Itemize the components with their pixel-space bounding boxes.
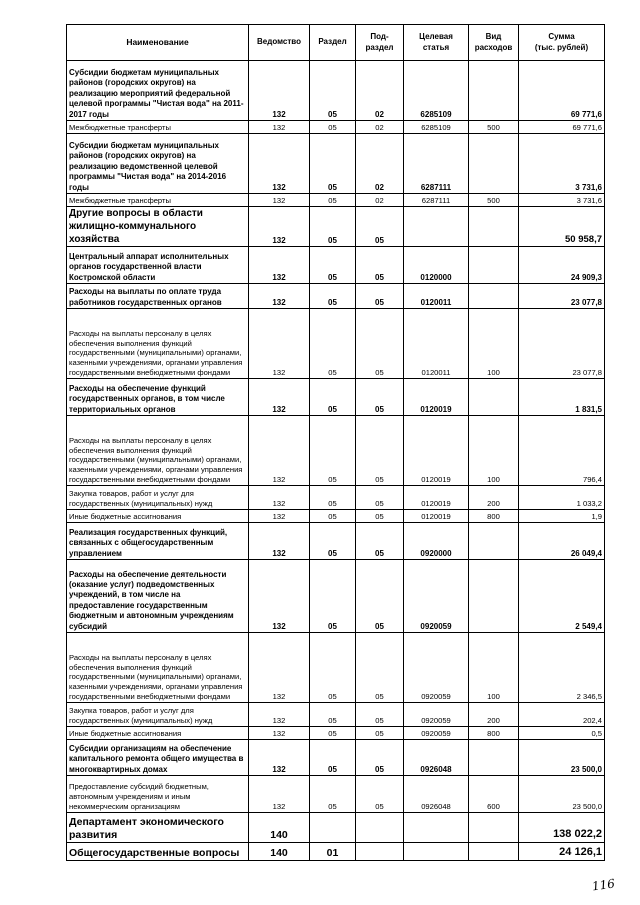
- row-ved: 132: [249, 416, 310, 486]
- row-tsel: 0920059: [404, 727, 469, 740]
- row-vid: [469, 813, 519, 843]
- row-ved: 132: [249, 379, 310, 416]
- header-podrazdel: Под- раздел: [356, 25, 404, 61]
- row-podr: [356, 843, 404, 861]
- row-ved: 140: [249, 813, 310, 843]
- table-row: [67, 309, 605, 379]
- row-tsel: 6285109: [404, 121, 469, 134]
- row-vid: 500: [469, 194, 519, 207]
- row-ved: 132: [249, 727, 310, 740]
- row-razdel: 05: [310, 560, 356, 633]
- row-name: Расходы на выплаты персоналу в целях обеспечения выполнения функций государственными (муниципальными) органами, казенными учреждениями, органами управления государственными внебюджетными фондами: [67, 633, 249, 703]
- row-razdel: 05: [310, 134, 356, 194]
- row-podr: 05: [356, 510, 404, 523]
- row-podr: 05: [356, 727, 404, 740]
- row-name: Субсидии бюджетам муниципальных районов (городских округов) на реализацию мероприятий федеральной целевой программы "Чистая вода" на 2011-2017 годы: [67, 61, 249, 121]
- row-name: Другие вопросы в области жилищно-коммунального хозяйства: [67, 207, 249, 247]
- row-tsel: 0926048: [404, 740, 469, 776]
- row-podr: [356, 813, 404, 843]
- row-name: Субсидии бюджетам муниципальных районов (городских округов) на реализацию ведомственной целевой программы "Чистая вода" на 2014-2016 годы: [67, 134, 249, 194]
- row-ved: 132: [249, 247, 310, 284]
- row-razdel: 05: [310, 727, 356, 740]
- header-vedomstvo: Ведомство: [249, 25, 310, 61]
- page-number: 116: [591, 876, 616, 894]
- row-sum: 24 126,1: [519, 843, 605, 861]
- row-razdel: 05: [310, 740, 356, 776]
- row-sum: 1,9: [519, 510, 605, 523]
- row-tsel: [404, 207, 469, 247]
- row-vid: 500: [469, 121, 519, 134]
- row-podr: 05: [356, 207, 404, 247]
- table-header-row: [67, 25, 605, 61]
- row-name: Реализация государственных функций, связанных с общегосударственным управлением: [67, 523, 249, 560]
- row-podr: 05: [356, 740, 404, 776]
- table-row: [67, 703, 605, 727]
- row-ved: 132: [249, 633, 310, 703]
- row-podr: 05: [356, 284, 404, 309]
- row-sum: 69 771,6: [519, 121, 605, 134]
- row-name: Межбюджетные трансферты: [67, 194, 249, 207]
- row-vid: 100: [469, 416, 519, 486]
- row-podr: 05: [356, 703, 404, 727]
- row-tsel: 0120011: [404, 309, 469, 379]
- row-sum: 50 958,7: [519, 207, 605, 247]
- row-tsel: 0120019: [404, 486, 469, 510]
- row-vid: [469, 523, 519, 560]
- table-row: [67, 843, 605, 861]
- row-sum: 3 731,6: [519, 134, 605, 194]
- row-sum: 23 077,8: [519, 309, 605, 379]
- row-sum: 2 346,5: [519, 633, 605, 703]
- table-row: [67, 727, 605, 740]
- row-name: Закупка товаров, работ и услуг для государственных (муниципальных) нужд: [67, 486, 249, 510]
- row-name: Субсидии организациям на обеспечение капитального ремонта общего имущества в многоквартирных домах: [67, 740, 249, 776]
- row-razdel: 05: [310, 703, 356, 727]
- header-vid: Вид расходов: [469, 25, 519, 61]
- row-tsel: 0120011: [404, 284, 469, 309]
- table-row: [67, 61, 605, 121]
- row-ved: 132: [249, 134, 310, 194]
- row-tsel: 0120019: [404, 510, 469, 523]
- row-tsel: 6287111: [404, 194, 469, 207]
- row-name: Расходы на выплаты по оплате труда работников государственных органов: [67, 284, 249, 309]
- row-razdel: 01: [310, 843, 356, 861]
- row-name: Департамент экономического развития: [67, 813, 249, 843]
- row-podr: 05: [356, 416, 404, 486]
- row-podr: 05: [356, 379, 404, 416]
- row-podr: 05: [356, 560, 404, 633]
- row-ved: 132: [249, 776, 310, 813]
- row-vid: [469, 379, 519, 416]
- row-vid: [469, 247, 519, 284]
- row-razdel: 05: [310, 776, 356, 813]
- row-podr: 05: [356, 309, 404, 379]
- row-razdel: 05: [310, 486, 356, 510]
- row-vid: [469, 61, 519, 121]
- row-name: Межбюджетные трансферты: [67, 121, 249, 134]
- row-vid: 800: [469, 727, 519, 740]
- row-name: Расходы на выплаты персоналу в целях обеспечения выполнения функций государственными (муниципальными) органами, казенными учреждениями, органами управления государственными внебюджетными фондами: [67, 416, 249, 486]
- row-razdel: 05: [310, 309, 356, 379]
- row-podr: 02: [356, 134, 404, 194]
- table-row: [67, 207, 605, 247]
- row-tsel: 6287111: [404, 134, 469, 194]
- table-row: [67, 416, 605, 486]
- table-row: [67, 379, 605, 416]
- row-ved: 132: [249, 740, 310, 776]
- row-name: Иные бюджетные ассигнования: [67, 510, 249, 523]
- row-sum: 2 549,4: [519, 560, 605, 633]
- row-name: Центральный аппарат исполнительных органов государственной власти Костромской области: [67, 247, 249, 284]
- row-vid: 100: [469, 633, 519, 703]
- row-sum: 23 077,8: [519, 284, 605, 309]
- table-row: [67, 121, 605, 134]
- table-row: [67, 523, 605, 560]
- row-vid: [469, 207, 519, 247]
- row-podr: 05: [356, 776, 404, 813]
- row-vid: 800: [469, 510, 519, 523]
- row-ved: 132: [249, 207, 310, 247]
- row-tsel: 0120019: [404, 416, 469, 486]
- table-row: [67, 560, 605, 633]
- header-razdel: Раздел: [310, 25, 356, 61]
- row-sum: 23 500,0: [519, 776, 605, 813]
- row-vid: [469, 740, 519, 776]
- row-ved: 132: [249, 523, 310, 560]
- header-summa: Сумма (тыс. рублей): [519, 25, 605, 61]
- row-ved: 132: [249, 121, 310, 134]
- row-razdel: 05: [310, 416, 356, 486]
- row-tsel: 0920000: [404, 523, 469, 560]
- budget-table-sheet: [66, 24, 604, 861]
- row-vid: 200: [469, 703, 519, 727]
- row-name: Закупка товаров, работ и услуг для государственных (муниципальных) нужд: [67, 703, 249, 727]
- row-podr: 05: [356, 486, 404, 510]
- row-ved: 132: [249, 61, 310, 121]
- row-razdel: [310, 813, 356, 843]
- row-name: Расходы на выплаты персоналу в целях обеспечения выполнения функций государственными (муниципальными) органами, казенными учреждениями, органами управления государственными внебюджетными фондами: [67, 309, 249, 379]
- row-sum: 202,4: [519, 703, 605, 727]
- table-row: [67, 510, 605, 523]
- row-razdel: 05: [310, 379, 356, 416]
- row-name: Расходы на обеспечение деятельности (оказание услуг) подведомственных учреждений, в том числе на предоставление государственным бюджетным и автономным учреждениям субсидий: [67, 560, 249, 633]
- row-vid: 200: [469, 486, 519, 510]
- row-ved: 132: [249, 486, 310, 510]
- row-razdel: 05: [310, 194, 356, 207]
- row-name: Расходы на обеспечение функций государственных органов, в том числе территориальных органов: [67, 379, 249, 416]
- row-tsel: 0120019: [404, 379, 469, 416]
- row-podr: 02: [356, 61, 404, 121]
- row-podr: 05: [356, 633, 404, 703]
- row-ved: 132: [249, 284, 310, 309]
- row-vid: [469, 134, 519, 194]
- row-vid: [469, 284, 519, 309]
- row-name: Иные бюджетные ассигнования: [67, 727, 249, 740]
- row-razdel: 05: [310, 284, 356, 309]
- row-podr: 05: [356, 247, 404, 284]
- row-tsel: 0920059: [404, 560, 469, 633]
- row-vid: 100: [469, 309, 519, 379]
- row-sum: 69 771,6: [519, 61, 605, 121]
- row-tsel: [404, 843, 469, 861]
- row-ved: 132: [249, 510, 310, 523]
- row-tsel: 0926048: [404, 776, 469, 813]
- table-row: [67, 247, 605, 284]
- row-razdel: 05: [310, 121, 356, 134]
- row-razdel: 05: [310, 247, 356, 284]
- table-row: [67, 284, 605, 309]
- table-row: [67, 740, 605, 776]
- row-name: Общегосударственные вопросы: [67, 843, 249, 861]
- header-tselevaya: Целевая статья: [404, 25, 469, 61]
- row-tsel: 0120000: [404, 247, 469, 284]
- row-tsel: 0920059: [404, 703, 469, 727]
- row-sum: 1 831,5: [519, 379, 605, 416]
- row-ved: 132: [249, 309, 310, 379]
- row-sum: 0,5: [519, 727, 605, 740]
- row-podr: 05: [356, 523, 404, 560]
- row-tsel: [404, 813, 469, 843]
- row-vid: [469, 843, 519, 861]
- row-vid: 600: [469, 776, 519, 813]
- row-sum: 1 033,2: [519, 486, 605, 510]
- table-row: [67, 813, 605, 843]
- row-ved: 132: [249, 194, 310, 207]
- row-razdel: 05: [310, 510, 356, 523]
- table-row: [67, 776, 605, 813]
- row-sum: 23 500,0: [519, 740, 605, 776]
- row-sum: 796,4: [519, 416, 605, 486]
- row-razdel: 05: [310, 523, 356, 560]
- table-row: [67, 134, 605, 194]
- row-vid: [469, 560, 519, 633]
- row-podr: 02: [356, 194, 404, 207]
- row-tsel: 6285109: [404, 61, 469, 121]
- row-ved: 132: [249, 560, 310, 633]
- budget-table: [66, 24, 605, 861]
- row-sum: 138 022,2: [519, 813, 605, 843]
- row-razdel: 05: [310, 633, 356, 703]
- row-sum: 26 049,4: [519, 523, 605, 560]
- row-tsel: 0920059: [404, 633, 469, 703]
- row-podr: 02: [356, 121, 404, 134]
- row-ved: 140: [249, 843, 310, 861]
- table-row: [67, 486, 605, 510]
- table-row: [67, 194, 605, 207]
- row-sum: 24 909,3: [519, 247, 605, 284]
- header-name: Наименование: [67, 25, 249, 61]
- row-name: Предоставление субсидий бюджетным, автономным учреждениям и иным некоммерческим организациям: [67, 776, 249, 813]
- row-sum: 3 731,6: [519, 194, 605, 207]
- row-razdel: 05: [310, 207, 356, 247]
- row-ved: 132: [249, 703, 310, 727]
- table-row: [67, 633, 605, 703]
- row-razdel: 05: [310, 61, 356, 121]
